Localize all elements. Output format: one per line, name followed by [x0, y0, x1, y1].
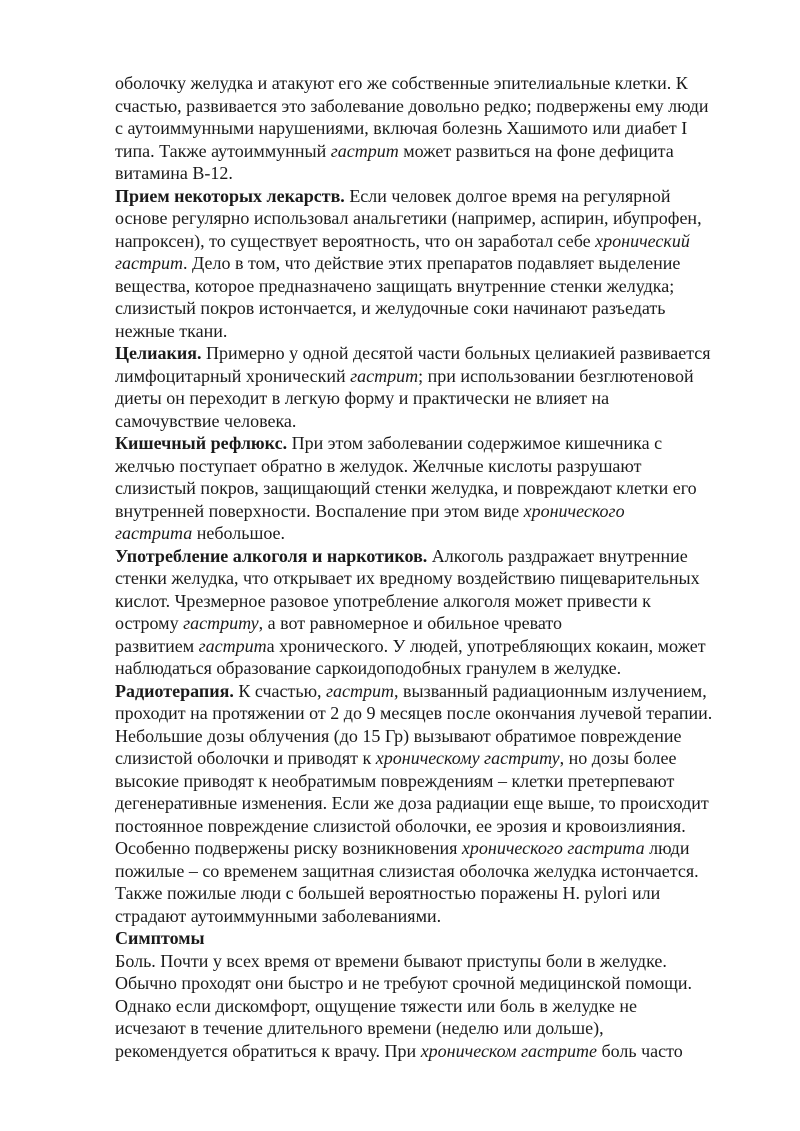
text-line [115, 455, 745, 478]
italic-text: хроническому гастриту [375, 748, 560, 768]
text-line [115, 972, 745, 995]
text-line [115, 320, 745, 343]
text-line [115, 792, 745, 815]
text-run: слизистый покров, защищающий стенки желудка, и повреждают клетки его [115, 478, 697, 498]
text-line [115, 72, 745, 95]
italic-text: гастрита [115, 523, 193, 543]
text-run: желчью поступает обратно в желудок. Желчные кислоты разрушают [115, 455, 642, 476]
text-run: наблюдаться образование саркоидоподобных гранулем в желудке. [115, 658, 622, 678]
bold-text: Употребление алкоголя и наркотиков. [115, 545, 428, 566]
text-line [115, 477, 745, 500]
paragraph [115, 342, 745, 432]
text-line [115, 612, 745, 635]
paragraph [115, 927, 745, 950]
text-line [115, 432, 745, 455]
italic-text: гастрит [330, 140, 399, 161]
text-line [115, 1040, 745, 1063]
text-run: ; при использовании безглютеновой [418, 365, 694, 386]
text-line [115, 950, 745, 973]
text-line [115, 680, 745, 703]
bold-text: Кишечный рефлюкс. [115, 433, 288, 453]
text-run: Если человек долгое время на регулярной [344, 185, 671, 206]
text-run: высокие приводят к необратимым повреждениям – клетки претерпевают [115, 770, 675, 791]
text-run: страдают аутоиммунными заболеваниями. [115, 905, 442, 926]
text-run: Небольшие дозы облучения (до 15 Гр) вызывают обратимое повреждение [115, 725, 682, 746]
text-line [115, 230, 745, 253]
text-run: слизистой оболочки и приводят к [115, 748, 376, 768]
text-run: рекомендуется обратиться к врачу. При [115, 1040, 421, 1061]
paragraph [115, 950, 745, 1063]
text-run: пожилые – со временем защитная слизистая оболочка желудка истончается. [115, 860, 699, 881]
text-line [115, 95, 745, 118]
text-line [115, 410, 745, 433]
text-run: Однако если дискомфорт, ощущение тяжести или боль в желудке не [115, 995, 637, 1016]
text-run: Также пожилые люди с большей вероятностью поражены H. pylori или [115, 883, 661, 903]
text-line [115, 522, 745, 545]
paragraph [115, 680, 745, 928]
text-run: Примерно у одной десятой части больных целиакией развивается [201, 343, 711, 363]
text-line [115, 140, 745, 163]
italic-text: хроническом гастрите [420, 1040, 597, 1061]
text-run: лимфоцитарный хронический [115, 365, 351, 386]
paragraph [115, 432, 745, 545]
text-line [115, 995, 745, 1018]
text-line [115, 815, 745, 838]
text-run: напроксен), то существует вероятность, что он заработал себе [115, 230, 596, 251]
text-run: К счастью, [233, 680, 327, 701]
paragraph [115, 72, 745, 185]
text-run: Обычно проходят они быстро и не требуют срочной медицинской помощи. [115, 973, 692, 993]
bold-text: Радиотерапия. [115, 680, 234, 701]
paragraph [115, 545, 745, 680]
text-run: постоянное повреждение слизистой оболочки, ее эрозия и кровоизлияния. [115, 815, 686, 836]
italic-text: гастрит [198, 635, 267, 656]
text-run: люди [644, 838, 690, 858]
text-run: Особенно подвержены риску возникновения [115, 838, 462, 858]
text-run: оболочку желудка и атакуют его же собственные эпителиальные клетки. К [115, 73, 688, 93]
text-line [115, 1017, 745, 1040]
text-run: Алкоголь раздражает внутренние [427, 545, 688, 566]
text-line [115, 927, 745, 950]
text-run: развитием [115, 635, 199, 656]
text-run: нежные ткани. [115, 320, 228, 341]
text-line [115, 635, 745, 658]
text-run: При этом заболевании содержимое кишечника с [287, 433, 663, 453]
text-run: , вызванный радиационным излучением, [394, 680, 707, 701]
text-line [115, 702, 745, 725]
text-line [115, 905, 745, 928]
text-line [115, 747, 745, 770]
text-run: исчезают в течение длительного времени (неделю или дольше), [115, 1018, 604, 1038]
text-run: боль часто [596, 1040, 683, 1061]
text-run: внутренней поверхности. Воспаление при этом виде [115, 500, 524, 521]
text-line [115, 252, 745, 275]
italic-text: гастрит [326, 680, 395, 701]
text-run: с аутоиммунными нарушениями, включая болезнь Хашимото или диабет I [115, 118, 688, 138]
text-line [115, 882, 745, 905]
text-run: острому [115, 613, 184, 633]
text-line [115, 837, 745, 860]
text-run: стенки желудка, что открывает их вредному воздействию пищеварительных [115, 568, 700, 588]
text-run: дегенеративные изменения. Если же доза радиации еще выше, то происходит [115, 793, 709, 813]
italic-text: гастрит [350, 365, 419, 386]
text-line [115, 207, 745, 230]
text-run: кислот. Чрезмерное разовое употребление алкоголя может привести к [115, 590, 651, 611]
text-run: вещества, которое предназначено защищать внутренние стенки желудка; [115, 275, 675, 296]
text-line [115, 567, 745, 590]
text-line [115, 365, 745, 388]
text-run: а хронического. У людей, употребляющих кокаин, может [266, 635, 706, 656]
text-run: проходит на протяжении от 2 до 9 месяцев после окончания лучевой терапии. [115, 703, 713, 723]
text-line [115, 387, 745, 410]
bold-text: Прием некоторых лекарств. [115, 185, 345, 206]
italic-text: гастрит [115, 253, 184, 273]
text-line [115, 545, 745, 568]
text-line [115, 162, 745, 185]
text-line [115, 590, 745, 613]
document-page [115, 72, 745, 1062]
text-run: витамина В-12. [115, 163, 233, 183]
text-run: основе регулярно использовал анальгетики (например, аспирин, ибупрофен, [115, 208, 702, 228]
paragraph [115, 185, 745, 343]
text-run: может развиться на фоне дефицита [398, 140, 674, 161]
text-line [115, 657, 745, 680]
text-run: счастью, развивается это заболевание довольно редко; подвержены ему люди [115, 95, 709, 116]
italic-text: хронического [523, 500, 625, 521]
text-line [115, 725, 745, 748]
text-line [115, 770, 745, 793]
text-run: Боль. Почти у всех время от времени бывают приступы боли в желудке. [115, 950, 667, 971]
bold-text: Целиакия. [115, 343, 202, 363]
text-run: , но дозы более [559, 748, 677, 768]
text-run: самочувствие человека. [115, 410, 297, 431]
italic-text: хронический [595, 230, 690, 251]
text-run: . Дело в том, что действие этих препаратов подавляет выделение [183, 253, 681, 273]
text-run: небольшое. [192, 523, 286, 543]
text-line [115, 500, 745, 523]
text-run: диеты он переходит в легкую форму и практически не влияет на [115, 388, 610, 408]
text-line [115, 297, 745, 320]
text-line [115, 117, 745, 140]
text-line [115, 342, 745, 365]
italic-text: гастриту [183, 613, 259, 633]
italic-text: хронического гастрита [461, 838, 645, 858]
text-line [115, 185, 745, 208]
text-run: типа. Также аутоиммунный [115, 140, 331, 161]
text-line [115, 860, 745, 883]
text-line [115, 275, 745, 298]
text-run: , а вот равномерное и обильное чревато [258, 613, 563, 633]
bold-text: Симптомы [115, 928, 205, 948]
text-run: слизистый покров истончается, и желудочные соки начинают разъедать [115, 298, 666, 318]
